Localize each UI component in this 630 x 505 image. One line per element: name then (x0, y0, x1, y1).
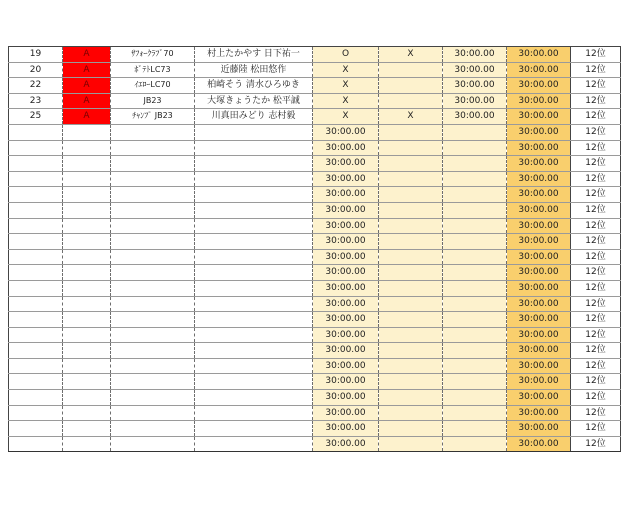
car-number-cell[interactable] (9, 390, 63, 406)
time-b-cell[interactable]: 30:00.00 (507, 140, 571, 156)
car-name-cell[interactable] (111, 234, 195, 250)
class-cell[interactable] (63, 265, 111, 281)
time-b-cell[interactable]: 30:00.00 (507, 280, 571, 296)
mark-2-cell[interactable] (379, 78, 443, 94)
drivers-cell[interactable] (195, 234, 313, 250)
drivers-cell[interactable] (195, 140, 313, 156)
car-number-cell[interactable] (9, 343, 63, 359)
drivers-cell[interactable]: 川真田みどり 志村毅 (195, 109, 313, 125)
rank-cell[interactable]: 12位 (571, 187, 621, 203)
mark-2-cell[interactable] (379, 202, 443, 218)
mark-2-cell[interactable]: X (379, 47, 443, 63)
drivers-cell[interactable]: 村上たかやす 日下祐一 (195, 47, 313, 63)
blank-row (9, 421, 621, 437)
mark-2-cell[interactable] (379, 249, 443, 265)
time-a-cell[interactable]: 30:00.00 (313, 374, 379, 390)
mark-2-cell[interactable] (379, 234, 443, 250)
time-2-cell[interactable]: 30:00.00 (507, 47, 571, 63)
car-number-cell[interactable] (9, 187, 63, 203)
time-2-cell[interactable]: 30:00.00 (507, 78, 571, 94)
entry-row (9, 62, 621, 78)
drivers-cell[interactable] (195, 265, 313, 281)
mark-1-cell[interactable]: X (313, 109, 379, 125)
rank-cell[interactable]: 12位 (571, 358, 621, 374)
blank-row (9, 187, 621, 203)
time-b-cell[interactable]: 30:00.00 (507, 436, 571, 452)
mark-2-cell[interactable] (379, 187, 443, 203)
rank-cell[interactable]: 12位 (571, 296, 621, 312)
time-b-cell[interactable]: 30:00.00 (507, 358, 571, 374)
time-a-cell[interactable]: 30:00.00 (313, 140, 379, 156)
car-name-cell[interactable] (111, 218, 195, 234)
rank-cell[interactable]: 12位 (571, 78, 621, 94)
mark-2-cell[interactable] (379, 218, 443, 234)
entry-row (9, 78, 621, 94)
rank-cell[interactable]: 12位 (571, 249, 621, 265)
time-1-cell[interactable] (443, 171, 507, 187)
time-1-cell[interactable] (443, 421, 507, 437)
blank-row (9, 156, 621, 172)
time-1-cell[interactable]: 30:00.00 (443, 78, 507, 94)
drivers-cell[interactable] (195, 436, 313, 452)
blank-row (9, 280, 621, 296)
blank-row (9, 124, 621, 140)
car-number-cell[interactable] (9, 249, 63, 265)
car-name-cell[interactable] (111, 358, 195, 374)
drivers-cell[interactable] (195, 405, 313, 421)
time-1-cell[interactable] (443, 202, 507, 218)
mark-2-cell[interactable] (379, 296, 443, 312)
car-name-cell[interactable] (111, 124, 195, 140)
class-cell[interactable] (63, 171, 111, 187)
time-b-cell[interactable]: 30:00.00 (507, 218, 571, 234)
mark-2-cell[interactable] (379, 436, 443, 452)
drivers-cell[interactable] (195, 343, 313, 359)
drivers-cell[interactable] (195, 296, 313, 312)
car-number-cell[interactable] (9, 327, 63, 343)
time-a-cell[interactable]: 30:00.00 (313, 265, 379, 281)
car-number-cell[interactable]: 20 (9, 62, 63, 78)
car-name-cell[interactable] (111, 280, 195, 296)
class-cell[interactable] (63, 218, 111, 234)
class-cell[interactable]: A (63, 47, 111, 63)
car-number-cell[interactable] (9, 280, 63, 296)
rank-cell[interactable]: 12位 (571, 234, 621, 250)
time-1-cell[interactable] (443, 390, 507, 406)
mark-2-cell[interactable]: X (379, 109, 443, 125)
drivers-cell[interactable]: 大塚きょうたか 松平誠 (195, 93, 313, 109)
mark-2-cell[interactable] (379, 140, 443, 156)
rank-cell[interactable]: 12位 (571, 202, 621, 218)
rank-cell[interactable]: 12位 (571, 280, 621, 296)
mark-1-cell[interactable]: X (313, 93, 379, 109)
car-number-cell[interactable] (9, 218, 63, 234)
rank-cell[interactable]: 12位 (571, 405, 621, 421)
car-number-cell[interactable] (9, 234, 63, 250)
blank-row (9, 405, 621, 421)
time-1-cell[interactable] (443, 187, 507, 203)
time-1-cell[interactable]: 30:00.00 (443, 93, 507, 109)
class-cell[interactable] (63, 202, 111, 218)
car-number-cell[interactable] (9, 202, 63, 218)
mark-2-cell[interactable] (379, 156, 443, 172)
mark-1-cell[interactable]: X (313, 62, 379, 78)
mark-2-cell[interactable] (379, 312, 443, 328)
drivers-cell[interactable] (195, 280, 313, 296)
car-name-cell[interactable] (111, 374, 195, 390)
drivers-cell[interactable] (195, 124, 313, 140)
mark-2-cell[interactable] (379, 124, 443, 140)
rank-cell[interactable]: 12位 (571, 265, 621, 281)
time-1-cell[interactable] (443, 280, 507, 296)
class-cell[interactable] (63, 124, 111, 140)
blank-row (9, 312, 621, 328)
time-b-cell[interactable]: 30:00.00 (507, 171, 571, 187)
mark-2-cell[interactable] (379, 405, 443, 421)
rank-cell[interactable]: 12位 (571, 109, 621, 125)
time-b-cell[interactable]: 30:00.00 (507, 202, 571, 218)
drivers-cell[interactable] (195, 421, 313, 437)
class-cell[interactable] (63, 405, 111, 421)
drivers-cell[interactable] (195, 390, 313, 406)
car-name-cell[interactable]: ｻﾌｫｰｸﾗﾌﾞ70 (111, 47, 195, 63)
car-name-cell[interactable] (111, 327, 195, 343)
blank-row (9, 436, 621, 452)
class-cell[interactable] (63, 249, 111, 265)
car-name-cell[interactable]: ｲｴﾛｰLC70 (111, 78, 195, 94)
class-cell[interactable] (63, 187, 111, 203)
car-name-cell[interactable] (111, 421, 195, 437)
blank-row (9, 265, 621, 281)
blank-row (9, 374, 621, 390)
time-1-cell[interactable] (443, 265, 507, 281)
car-number-cell[interactable]: 19 (9, 47, 63, 63)
rank-cell[interactable]: 12位 (571, 47, 621, 63)
time-2-cell[interactable]: 30:00.00 (507, 62, 571, 78)
time-a-cell[interactable]: 30:00.00 (313, 296, 379, 312)
car-name-cell[interactable] (111, 202, 195, 218)
time-1-cell[interactable] (443, 343, 507, 359)
drivers-cell[interactable]: 柏崎そう 清水ひろゆき (195, 78, 313, 94)
mark-2-cell[interactable] (379, 93, 443, 109)
car-name-cell[interactable] (111, 296, 195, 312)
time-1-cell[interactable] (443, 436, 507, 452)
rank-cell[interactable]: 12位 (571, 390, 621, 406)
class-cell[interactable] (63, 327, 111, 343)
car-name-cell[interactable] (111, 405, 195, 421)
car-name-cell[interactable] (111, 249, 195, 265)
time-1-cell[interactable] (443, 124, 507, 140)
time-1-cell[interactable] (443, 140, 507, 156)
rank-cell[interactable]: 12位 (571, 327, 621, 343)
entry-row (9, 93, 621, 109)
time-2-cell[interactable]: 30:00.00 (507, 109, 571, 125)
mark-2-cell[interactable] (379, 421, 443, 437)
class-cell[interactable] (63, 156, 111, 172)
time-b-cell[interactable]: 30:00.00 (507, 156, 571, 172)
car-number-cell[interactable] (9, 312, 63, 328)
rank-cell[interactable]: 12位 (571, 343, 621, 359)
car-name-cell[interactable] (111, 171, 195, 187)
drivers-cell[interactable] (195, 374, 313, 390)
car-name-cell[interactable] (111, 390, 195, 406)
time-b-cell[interactable]: 30:00.00 (507, 296, 571, 312)
class-cell[interactable]: A (63, 78, 111, 94)
drivers-cell[interactable] (195, 171, 313, 187)
time-1-cell[interactable] (443, 249, 507, 265)
blank-row (9, 327, 621, 343)
time-b-cell[interactable]: 30:00.00 (507, 124, 571, 140)
class-cell[interactable] (63, 312, 111, 328)
time-b-cell[interactable]: 30:00.00 (507, 343, 571, 359)
rank-cell[interactable]: 12位 (571, 312, 621, 328)
time-a-cell[interactable]: 30:00.00 (313, 327, 379, 343)
drivers-cell[interactable] (195, 249, 313, 265)
time-1-cell[interactable] (443, 405, 507, 421)
time-b-cell[interactable]: 30:00.00 (507, 249, 571, 265)
time-a-cell[interactable]: 30:00.00 (313, 390, 379, 406)
class-cell[interactable]: A (63, 109, 111, 125)
mark-2-cell[interactable] (379, 280, 443, 296)
blank-row (9, 218, 621, 234)
car-number-cell[interactable] (9, 140, 63, 156)
car-number-cell[interactable] (9, 265, 63, 281)
class-cell[interactable] (63, 358, 111, 374)
drivers-cell[interactable] (195, 187, 313, 203)
rank-cell[interactable]: 12位 (571, 62, 621, 78)
time-1-cell[interactable] (443, 296, 507, 312)
time-1-cell[interactable] (443, 327, 507, 343)
class-cell[interactable] (63, 280, 111, 296)
class-cell[interactable] (63, 390, 111, 406)
rank-cell[interactable]: 12位 (571, 140, 621, 156)
class-cell[interactable] (63, 421, 111, 437)
mark-2-cell[interactable] (379, 358, 443, 374)
mark-1-cell[interactable]: X (313, 78, 379, 94)
time-b-cell[interactable]: 30:00.00 (507, 187, 571, 203)
time-a-cell[interactable]: 30:00.00 (313, 358, 379, 374)
time-1-cell[interactable]: 30:00.00 (443, 62, 507, 78)
time-b-cell[interactable]: 30:00.00 (507, 312, 571, 328)
time-1-cell[interactable] (443, 374, 507, 390)
blank-row (9, 343, 621, 359)
time-1-cell[interactable] (443, 218, 507, 234)
car-name-cell[interactable]: ﾎﾞﾃﾄLC73 (111, 62, 195, 78)
car-number-cell[interactable] (9, 436, 63, 452)
blank-row (9, 171, 621, 187)
time-a-cell[interactable]: 30:00.00 (313, 218, 379, 234)
mark-2-cell[interactable] (379, 390, 443, 406)
car-number-cell[interactable]: 23 (9, 93, 63, 109)
car-name-cell[interactable] (111, 436, 195, 452)
rank-cell[interactable]: 12位 (571, 436, 621, 452)
drivers-cell[interactable]: 近藤陸 松田悠作 (195, 62, 313, 78)
mark-2-cell[interactable] (379, 171, 443, 187)
class-cell[interactable] (63, 296, 111, 312)
rank-cell[interactable]: 12位 (571, 156, 621, 172)
time-a-cell[interactable]: 30:00.00 (313, 171, 379, 187)
time-a-cell[interactable]: 30:00.00 (313, 343, 379, 359)
time-a-cell[interactable]: 30:00.00 (313, 436, 379, 452)
class-cell[interactable] (63, 343, 111, 359)
time-a-cell[interactable]: 30:00.00 (313, 312, 379, 328)
car-number-cell[interactable] (9, 374, 63, 390)
time-a-cell[interactable]: 30:00.00 (313, 405, 379, 421)
time-b-cell[interactable]: 30:00.00 (507, 421, 571, 437)
mark-1-cell[interactable]: O (313, 47, 379, 63)
class-cell[interactable] (63, 374, 111, 390)
car-name-cell[interactable] (111, 156, 195, 172)
time-a-cell[interactable]: 30:00.00 (313, 124, 379, 140)
blank-row (9, 202, 621, 218)
car-number-cell[interactable]: 25 (9, 109, 63, 125)
car-name-cell[interactable]: ﾁｬﾝﾌﾟ JB23 (111, 109, 195, 125)
time-a-cell[interactable]: 30:00.00 (313, 187, 379, 203)
car-name-cell[interactable]: JB23 (111, 93, 195, 109)
time-a-cell[interactable]: 30:00.00 (313, 280, 379, 296)
car-number-cell[interactable] (9, 421, 63, 437)
car-number-cell[interactable] (9, 405, 63, 421)
blank-row (9, 140, 621, 156)
time-a-cell[interactable]: 30:00.00 (313, 249, 379, 265)
car-number-cell[interactable] (9, 296, 63, 312)
blank-row (9, 390, 621, 406)
rank-cell[interactable]: 12位 (571, 218, 621, 234)
car-name-cell[interactable] (111, 187, 195, 203)
time-b-cell[interactable]: 30:00.00 (507, 327, 571, 343)
mark-2-cell[interactable] (379, 265, 443, 281)
class-cell[interactable] (63, 140, 111, 156)
rank-cell[interactable]: 12位 (571, 171, 621, 187)
car-name-cell[interactable] (111, 343, 195, 359)
time-a-cell[interactable]: 30:00.00 (313, 156, 379, 172)
mark-2-cell[interactable] (379, 374, 443, 390)
time-a-cell[interactable]: 30:00.00 (313, 202, 379, 218)
time-b-cell[interactable]: 30:00.00 (507, 374, 571, 390)
drivers-cell[interactable] (195, 312, 313, 328)
mark-2-cell[interactable] (379, 327, 443, 343)
car-number-cell[interactable] (9, 124, 63, 140)
drivers-cell[interactable] (195, 358, 313, 374)
time-b-cell[interactable]: 30:00.00 (507, 265, 571, 281)
rank-cell[interactable]: 12位 (571, 93, 621, 109)
car-number-cell[interactable] (9, 156, 63, 172)
entry-row (9, 109, 621, 125)
entry-row (9, 47, 621, 63)
drivers-cell[interactable] (195, 327, 313, 343)
rank-cell[interactable]: 12位 (571, 124, 621, 140)
time-1-cell[interactable] (443, 156, 507, 172)
car-number-cell[interactable]: 22 (9, 78, 63, 94)
class-cell[interactable]: A (63, 62, 111, 78)
time-1-cell[interactable]: 30:00.00 (443, 109, 507, 125)
time-a-cell[interactable]: 30:00.00 (313, 234, 379, 250)
time-1-cell[interactable]: 30:00.00 (443, 47, 507, 63)
car-name-cell[interactable] (111, 312, 195, 328)
mark-2-cell[interactable] (379, 343, 443, 359)
time-a-cell[interactable]: 30:00.00 (313, 421, 379, 437)
time-1-cell[interactable] (443, 234, 507, 250)
rank-cell[interactable]: 12位 (571, 374, 621, 390)
blank-row (9, 358, 621, 374)
car-number-cell[interactable] (9, 171, 63, 187)
class-cell[interactable]: A (63, 93, 111, 109)
time-2-cell[interactable]: 30:00.00 (507, 93, 571, 109)
car-name-cell[interactable] (111, 140, 195, 156)
results-sheet (8, 46, 621, 452)
drivers-cell[interactable] (195, 218, 313, 234)
time-b-cell[interactable]: 30:00.00 (507, 405, 571, 421)
rank-cell[interactable]: 12位 (571, 421, 621, 437)
car-name-cell[interactable] (111, 265, 195, 281)
mark-2-cell[interactable] (379, 62, 443, 78)
time-b-cell[interactable]: 30:00.00 (507, 234, 571, 250)
class-cell[interactable] (63, 436, 111, 452)
time-1-cell[interactable] (443, 312, 507, 328)
car-number-cell[interactable] (9, 358, 63, 374)
drivers-cell[interactable] (195, 202, 313, 218)
blank-row (9, 234, 621, 250)
drivers-cell[interactable] (195, 156, 313, 172)
time-1-cell[interactable] (443, 358, 507, 374)
class-cell[interactable] (63, 234, 111, 250)
blank-row (9, 249, 621, 265)
time-b-cell[interactable]: 30:00.00 (507, 390, 571, 406)
blank-row (9, 296, 621, 312)
